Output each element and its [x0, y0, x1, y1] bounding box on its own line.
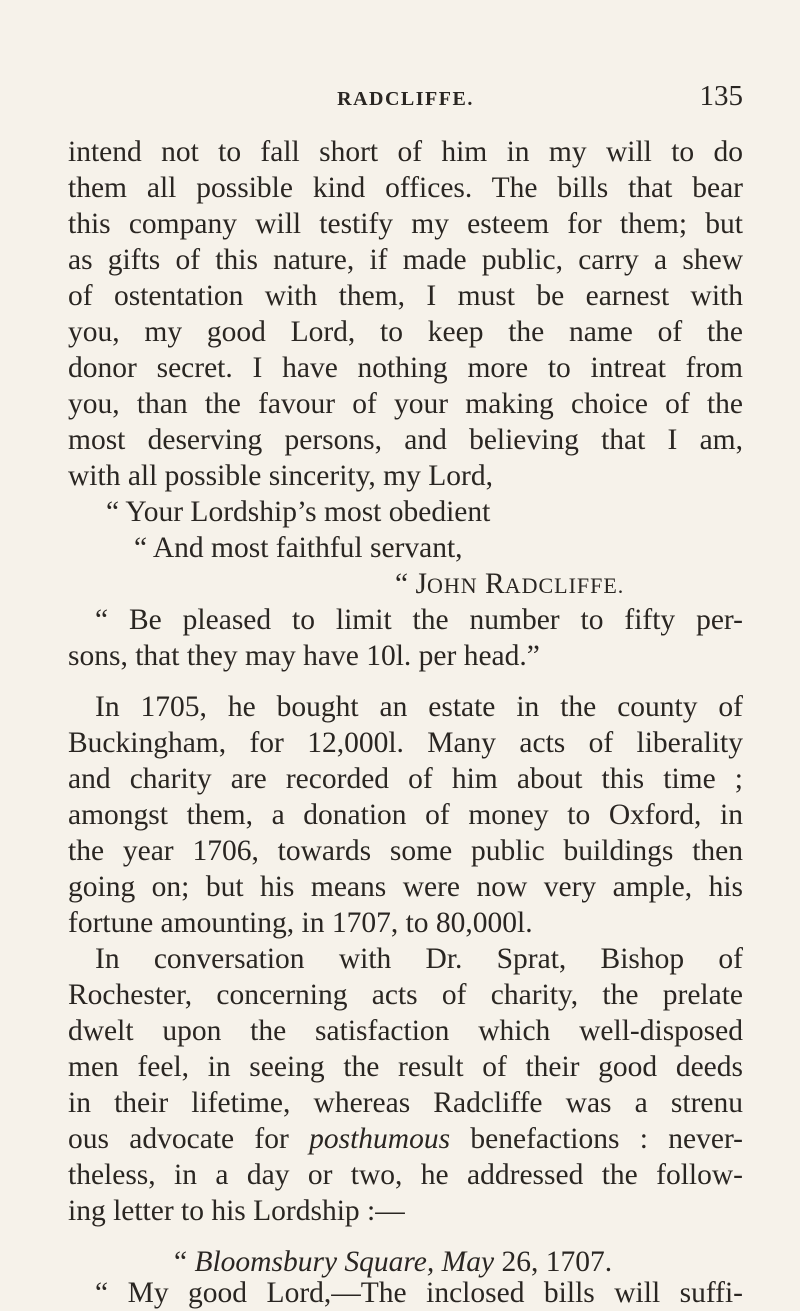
text-line: Rochester, concerning acts of charity, the prelate [68, 979, 743, 1011]
text-line: amongst them, a donation of money to Oxford, in [68, 799, 743, 831]
text-line: most deserving persons, and believing that I am, [68, 424, 743, 456]
text-line: In conversation with Dr. Sprat, Bishop of [95, 943, 743, 975]
text-line: and charity are recorded of him about this time ; [68, 763, 743, 795]
text-line: them all possible kind offices. The bills that bear [68, 172, 743, 204]
running-title: RADCLIFFE. [337, 88, 474, 110]
text-line: In 1705, he bought an estate in the county of [95, 691, 743, 723]
text-line: the year 1706, towards some public buildings then [68, 835, 743, 867]
postscript-line: “ Be pleased to limit the number to fifty per- [95, 604, 743, 636]
text-line: you, my good Lord, to keep the name of the [68, 316, 743, 348]
letter-closing: “ Your Lordship’s most obedient [106, 496, 491, 528]
text-line: intend not to fall short of him in my will to do [68, 136, 743, 168]
text-line: in their lifetime, whereas Radcliffe was a strenu [68, 1087, 743, 1119]
text-line: this company will testify my esteem for them; but [68, 208, 743, 240]
text-line: men feel, in seeing the result of their good deeds [68, 1051, 743, 1083]
letter-closing: “ And most faithful servant, [134, 532, 463, 564]
text-line: Buckingham, for 12,000l. Many acts of liberality [68, 727, 743, 759]
text-line: of ostentation with them, I must be earnest with [68, 280, 743, 312]
page-number: 135 [699, 80, 743, 112]
text-line: as gifts of this nature, if made public, carry a shew [68, 244, 743, 276]
text-line: going on; but his means were now very ample, his [68, 871, 743, 903]
text-line: ous advocate for posthumous benefactions : never- [68, 1123, 743, 1155]
text-line: ing letter to his Lordship :— [68, 1195, 405, 1227]
running-head [68, 80, 743, 116]
letter-salutation: “ My good Lord,—The inclosed bills will suffi- [95, 1277, 743, 1309]
text-line: you, than the favour of your making choice of the [68, 388, 743, 420]
italic-word: posthumous [309, 1123, 451, 1155]
text-line: theless, in a day or two, he addressed the follow- [68, 1159, 743, 1191]
text-line: donor secret. I have nothing more to intreat from [68, 352, 743, 384]
letter-dateline: “ Bloomsbury Square, May 26, 1707. [174, 1246, 613, 1278]
text-line: fortune amounting, in 1707, to 80,000l. [68, 907, 533, 939]
letter-signature: “ JOHN RADCLIFFE. [395, 568, 625, 600]
postscript-line: sons, that they may have 10l. per head.” [68, 640, 540, 672]
text-line: with all possible sincerity, my Lord, [68, 460, 493, 492]
text-line: dwelt upon the satisfaction which well-disposed [68, 1015, 743, 1047]
